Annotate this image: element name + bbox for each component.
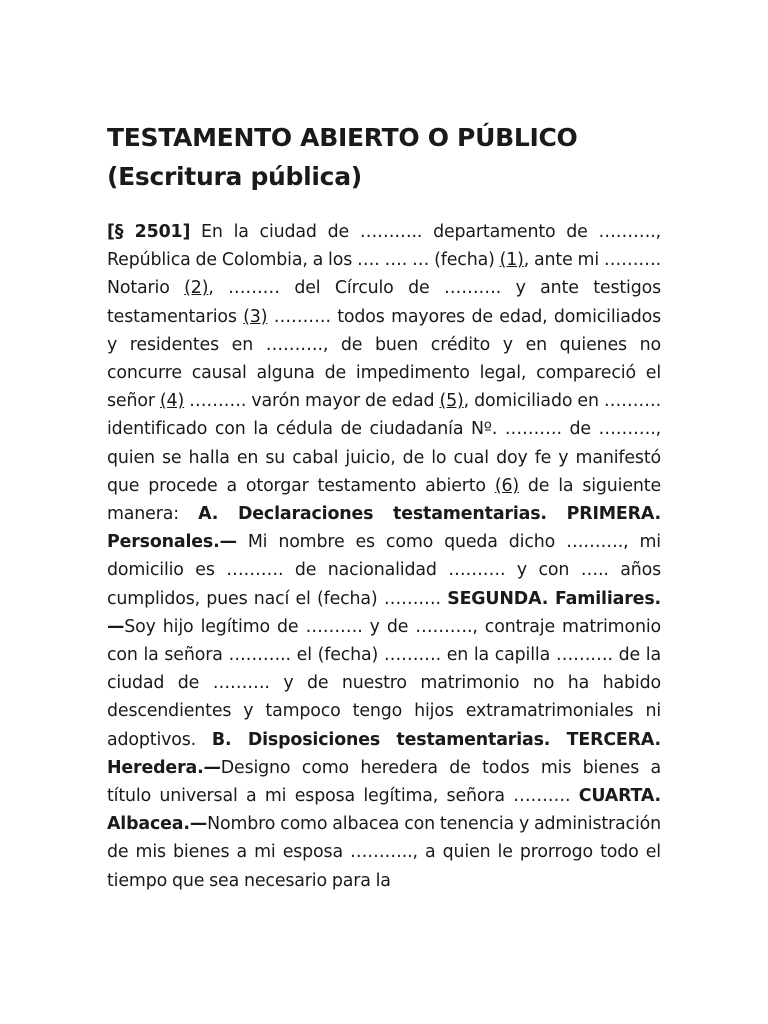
footnote-reference: (2) xyxy=(184,278,209,299)
body-paragraph xyxy=(107,218,661,895)
text-run: ………. todos mayores de edad, domiciliados y residentes en ………., de buen crédito y en quienes no concurre causal alguna de impedimento legal, compareció el señor xyxy=(107,306,662,412)
title-line-2: (Escritura pública) xyxy=(107,162,362,191)
text-run: , ……… del Círculo de ………. y ante testigos testamentarios xyxy=(107,278,661,327)
text-run: Nombro como albacea con tenencia y administración de mis bienes a mi esposa ……….., a quien le prorrogo todo el tiempo que sea necesario para la xyxy=(107,814,661,891)
bold-run: SEGUNDA. Familiares.— xyxy=(107,588,661,637)
footnote-reference: (1) xyxy=(499,250,524,271)
bold-run: [§ 2501] xyxy=(107,222,191,242)
text-run: Designo como heredera de todos mis bienes a título universal a mi esposa legítima, señora ………. xyxy=(107,757,661,807)
bold-run: CUARTA. Albacea.— xyxy=(107,786,661,835)
text-run: ………. varón mayor de edad xyxy=(184,391,440,412)
footnote-reference: (4) xyxy=(159,391,185,412)
bold-run: A. Declaraciones testamentarias. PRIMERA. Personales.— xyxy=(107,504,661,553)
text-run: Mi nombre es como queda dicho ………., mi domicilio es ………. de nacionalidad ………. y con ….. años cumplidos, pues nací el (fecha) ………. xyxy=(107,532,661,609)
footnote-reference: (6) xyxy=(494,475,519,496)
bold-run: B. Disposiciones testamentarias. TERCERA. Heredera.— xyxy=(107,729,661,778)
text-run: de la siguiente manera: xyxy=(107,475,661,525)
footnote-reference: (3) xyxy=(243,306,268,327)
text-run: Soy hijo legítimo de ………. y de ………., contraje matrimonio con la señora ……….. el (fecha) ………. en la capilla ………. de la ciudad de ………. y de nuestro matrimonio no ha habido descendientes y tampoco tengo hijos extramatrimoniales ni adoptivos. xyxy=(107,616,661,750)
footnote-reference: (5) xyxy=(439,391,464,412)
text-run: , domiciliado en ………. identificado con la cédula de ciudadanía Nº. ………. de ………., quien se halla en su cabal juicio, de lo cual doy fe y manifestó que procede a otorgar testamento abierto xyxy=(107,391,661,496)
text-run: , ante mi ………. Notario xyxy=(107,250,661,299)
document-page xyxy=(107,118,661,895)
text-run: En la ciudad de ……….. departamento de ………., República de Colombia, a los …. …. … (fecha) xyxy=(107,222,661,271)
document-title xyxy=(107,118,661,196)
title-line-1: TESTAMENTO ABIERTO O PÚBLICO xyxy=(107,123,578,152)
